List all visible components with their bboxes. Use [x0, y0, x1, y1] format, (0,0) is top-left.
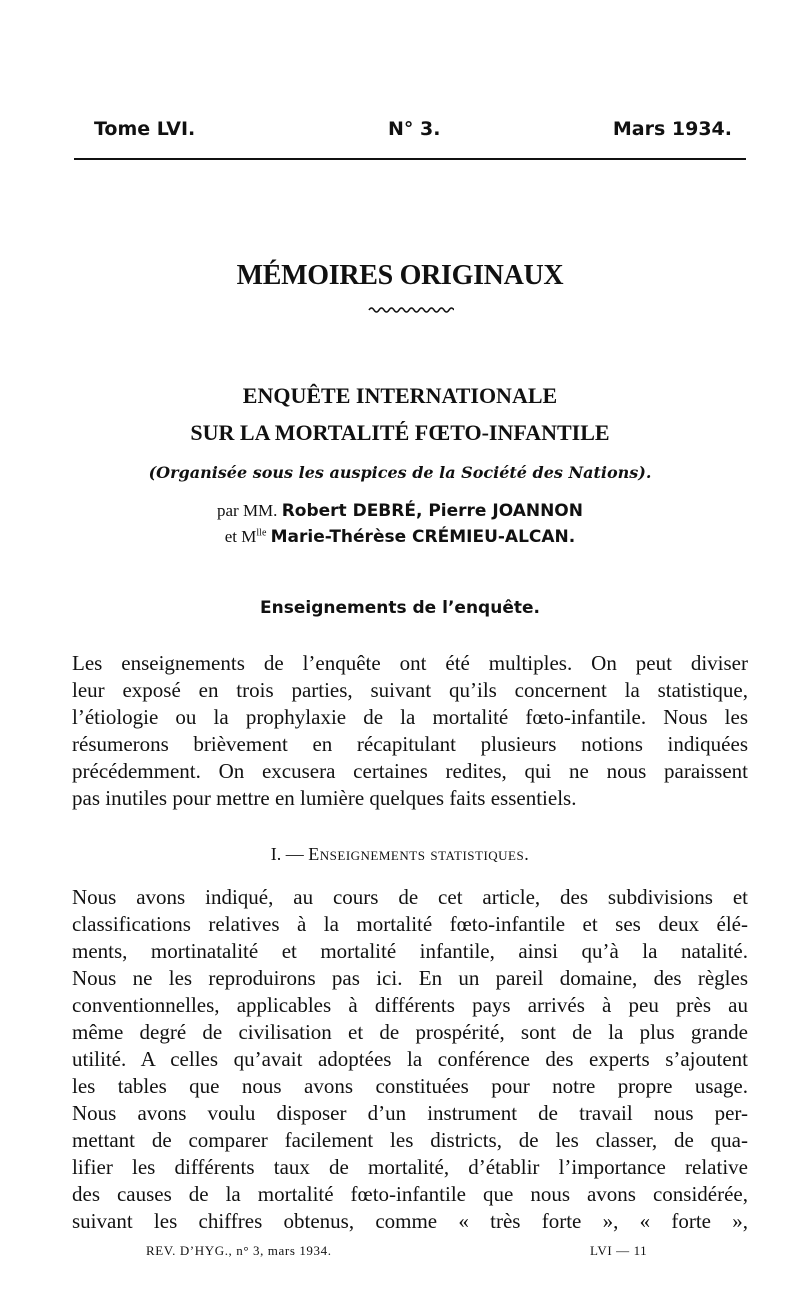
- paragraph-line: l’étiologie ou la prophylaxie de la mortalité fœto-infantile. Nous les: [72, 705, 748, 729]
- issue-number: N° 3.: [388, 118, 441, 140]
- authors-line2: [0, 527, 800, 547]
- paragraph-line: des causes de la mortalité fœto-infantile que nous avons considérée,: [72, 1182, 748, 1206]
- footer-page-number: LVI — 11: [590, 1243, 648, 1258]
- article-subtitle: (Organisée sous les auspices de la Société des Nations).: [148, 463, 652, 482]
- paragraph-line: Les enseignements de l’enquête ont été multiples. On peut diviser: [72, 651, 748, 675]
- paragraph-line: Nous avons voulu disposer d’un instrument de travail nous per-: [72, 1101, 748, 1125]
- paragraph-line: classifications relatives à la mortalité fœto-infantile et ses deux élé-: [72, 912, 748, 936]
- paragraph-line: même degré de civilisation et de prospérité, sont de la plus grande: [72, 1020, 748, 1044]
- paragraph-line: utilité. A celles qu’avait adoptées la conférence des experts s’ajoutent: [72, 1047, 748, 1071]
- paragraph-line: les tables que nous avons constituées pour notre propre usage.: [72, 1074, 748, 1098]
- paragraph-line: Nous ne les reproduirons pas ici. En un pareil domaine, des règles: [72, 966, 748, 990]
- running-header: [94, 118, 744, 148]
- subsection-number: I. —: [270, 844, 309, 864]
- subsection-title: Enseignements statistiques.: [308, 844, 530, 864]
- footer-citation: REV. D’HYG., n° 3, mars 1934.: [146, 1243, 332, 1258]
- wavy-ornament: [368, 305, 454, 315]
- paragraph-line: ments, mortinatalité et mortalité infantile, ainsi qu’à la natalité.: [72, 939, 748, 963]
- paragraph-line: suivant les chiffres obtenus, comme « très forte », « forte »,: [72, 1209, 748, 1233]
- header-rule: [74, 158, 746, 160]
- article-title-line1: ENQUÊTE INTERNATIONALE: [242, 383, 558, 408]
- authors-par: par MM.: [216, 501, 278, 520]
- paragraph-line: résumerons brièvement en récapitulant plusieurs notions indiquées: [72, 732, 748, 756]
- paragraph-line: leur exposé en trois parties, suivant qu’ils concernent la statistique,: [72, 678, 748, 702]
- paragraph-line: mettant de comparer facilement les districts, de les classer, de qua-: [72, 1128, 748, 1152]
- authors-mlle-sup: lle: [256, 527, 267, 539]
- paragraph-line: pas inutiles pour mettre en lumière quelques faits essentiels.: [72, 786, 577, 810]
- authors-names2: Marie-Thérèse CRÉMIEU-ALCAN.: [270, 527, 576, 547]
- paragraph-line: conventionnelles, applicables à différents pays arrivés à peu près au: [72, 993, 748, 1017]
- subsection-heading: [0, 844, 800, 865]
- authors-names1: Robert DEBRÉ, Pierre JOANNON: [281, 501, 583, 521]
- article-title-line2: SUR LA MORTALITÉ FŒTO-INFANTILE: [190, 420, 610, 445]
- section-heading: Enseignements de l’enquête.: [260, 598, 540, 618]
- tome-label: Tome LVI.: [94, 118, 196, 140]
- paragraph-line: lifier les différents taux de mortalité, d’établir l’importance relative: [72, 1155, 748, 1179]
- paragraph-line: Nous avons indiqué, au cours de cet article, des subdivisions et: [72, 885, 748, 909]
- authors-et: et M: [224, 527, 257, 546]
- paragraph-line: précédemment. On excusera certaines redites, qui ne nous paraissent: [72, 759, 748, 783]
- paragraph-2: [72, 884, 748, 1235]
- issue-date: Mars 1934.: [612, 118, 732, 140]
- authors-line1: [0, 501, 800, 521]
- paragraph-1: [72, 650, 748, 812]
- memoires-title: MÉMOIRES ORIGINAUX: [236, 260, 564, 291]
